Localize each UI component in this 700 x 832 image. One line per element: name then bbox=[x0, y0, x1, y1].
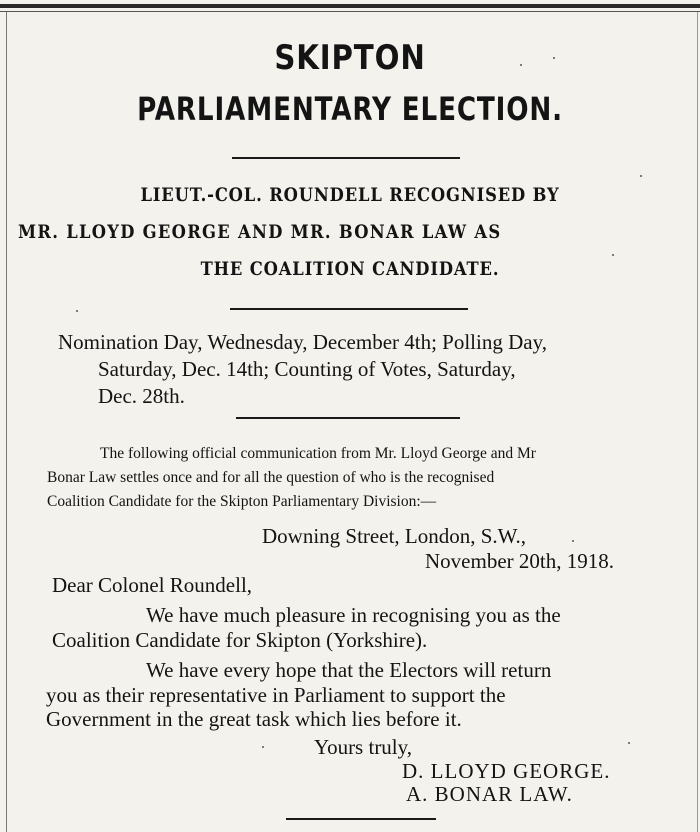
scan-speck bbox=[612, 254, 614, 256]
signature-bonar-law: A. BONAR LAW. bbox=[406, 782, 573, 806]
dates-line-1: Nomination Day, Wednesday, December 4th; Polling Day, bbox=[58, 330, 547, 354]
letter-paragraph-2-line-2: you as their representative in Parliament to support the bbox=[46, 683, 506, 707]
letter-paragraph-1-line-2: Coalition Candidate for Skipton (Yorkshire). bbox=[52, 628, 428, 652]
scan-speck bbox=[640, 175, 642, 177]
left-column-rule bbox=[6, 12, 7, 832]
scan-speck bbox=[520, 64, 522, 66]
headline-skipton: SKIPTON bbox=[274, 38, 426, 78]
letter-paragraph-2-line-1: We have every hope that the Electors will return bbox=[146, 658, 552, 682]
intro-line-1: The following official communication from Mr. Lloyd George and Mr bbox=[100, 445, 536, 462]
intro-line-2: Bonar Law settles once and for all the question of who is the recognised bbox=[47, 469, 495, 486]
subheading-line-3: THE COALITION CANDIDATE. bbox=[200, 258, 500, 280]
divider-2 bbox=[230, 308, 468, 310]
scan-speck bbox=[76, 310, 78, 312]
divider-bottom bbox=[286, 818, 436, 820]
scan-speck bbox=[262, 746, 264, 748]
dates-line-2: Saturday, Dec. 14th; Counting of Votes, Saturday, bbox=[98, 357, 516, 381]
letter-salutation: Dear Colonel Roundell, bbox=[52, 573, 253, 597]
divider-1 bbox=[232, 157, 460, 159]
letter-date: November 20th, 1918. bbox=[425, 549, 614, 573]
subheading-line-1: LIEUT.-COL. ROUNDELL RECOGNISED BY bbox=[140, 184, 560, 206]
top-border-thin-rule bbox=[0, 11, 700, 12]
top-border-rule bbox=[0, 4, 700, 8]
letter-closing: Yours truly, bbox=[314, 735, 413, 759]
letter-address: Downing Street, London, S.W., bbox=[262, 524, 527, 548]
right-column-rule bbox=[697, 12, 698, 832]
letter-paragraph-2-line-3: Government in the great task which lies before it. bbox=[46, 707, 462, 731]
signature-lloyd-george: D. LLOYD GEORGE. bbox=[402, 759, 611, 783]
scan-speck bbox=[553, 57, 555, 59]
divider-3 bbox=[236, 417, 460, 419]
dates-line-3: Dec. 28th. bbox=[98, 384, 185, 408]
scan-speck bbox=[572, 540, 574, 542]
letter-paragraph-1-line-1: We have much pleasure in recognising you as the bbox=[146, 603, 561, 627]
subheading-line-2: MR. LLOYD GEORGE AND MR. BONAR LAW AS bbox=[18, 221, 502, 243]
scan-speck bbox=[628, 742, 630, 744]
intro-line-3: Coalition Candidate for the Skipton Parliamentary Division:— bbox=[47, 493, 437, 510]
headline-parliamentary-election: PARLIAMENTARY ELECTION. bbox=[137, 90, 563, 128]
